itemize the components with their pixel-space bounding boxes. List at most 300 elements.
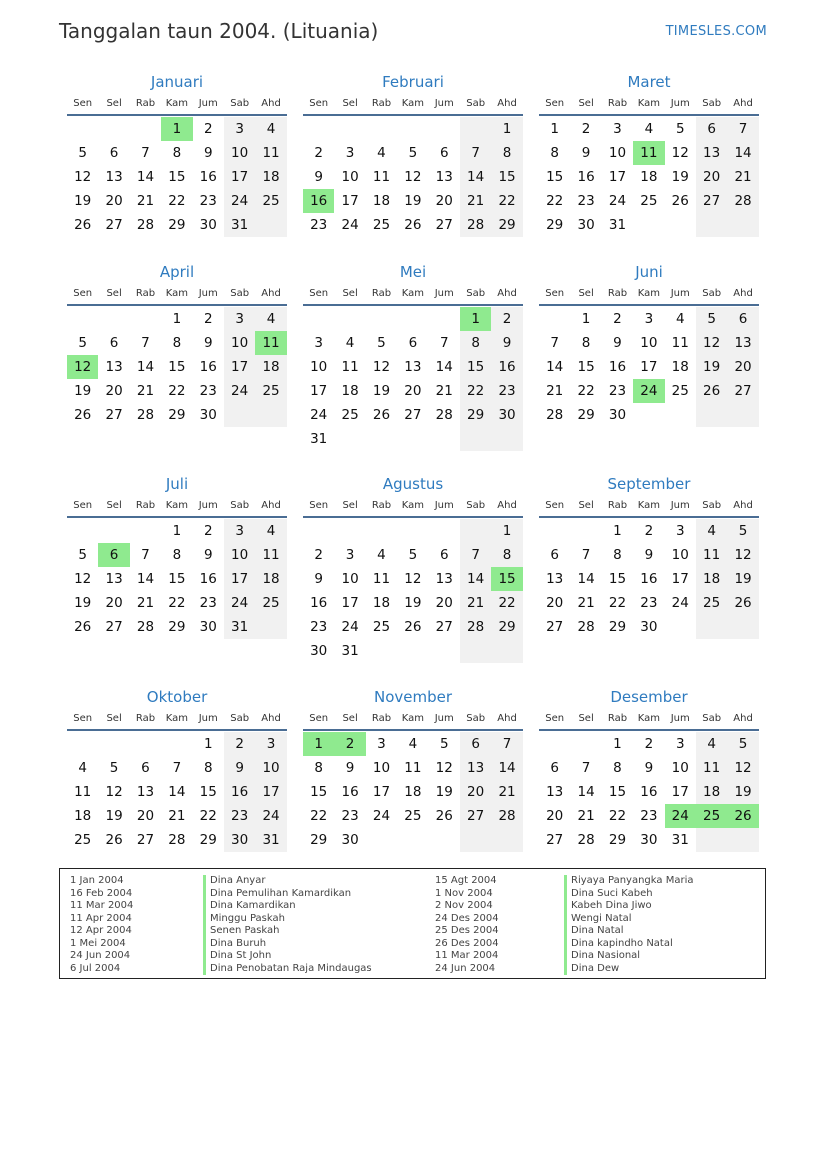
day-cell[interactable]: 11	[671, 335, 689, 351]
day-cell[interactable]: 6	[408, 335, 418, 351]
holiday-day-cell[interactable]: 1	[460, 307, 491, 331]
day-cell[interactable]: 31	[255, 828, 286, 852]
day-cell[interactable]: 6	[727, 307, 758, 331]
day-cell[interactable]: 17	[310, 383, 328, 399]
day-cell[interactable]: 31	[224, 615, 255, 639]
day-cell[interactable]: 10	[224, 331, 255, 355]
day-cell[interactable]: 12	[435, 760, 453, 776]
day-cell[interactable]: 27	[404, 407, 422, 423]
day-cell[interactable]: 24	[608, 193, 627, 209]
day-cell[interactable]: 20	[727, 355, 758, 379]
day-cell[interactable]: 8	[314, 760, 323, 776]
day-cell[interactable]: 18	[74, 808, 92, 824]
day-cell[interactable]: 23	[310, 619, 328, 635]
day-cell[interactable]: 8	[172, 335, 182, 351]
day-cell[interactable]: 22	[491, 189, 522, 213]
day-cell[interactable]: 14	[136, 169, 155, 185]
day-cell[interactable]: 25	[404, 808, 422, 824]
day-cell[interactable]: 11	[255, 543, 286, 567]
day-cell[interactable]: 2	[203, 523, 213, 539]
day-cell[interactable]: 22	[168, 595, 186, 611]
day-cell[interactable]: 31	[608, 217, 627, 233]
day-cell[interactable]: 28	[136, 217, 155, 233]
day-cell[interactable]: 18	[404, 784, 422, 800]
day-cell[interactable]: 26	[105, 832, 123, 848]
holiday-day-cell[interactable]: 12	[67, 355, 98, 379]
day-cell[interactable]: 6	[109, 335, 119, 351]
day-cell[interactable]: 20	[105, 595, 123, 611]
day-cell[interactable]: 16	[341, 784, 359, 800]
day-cell[interactable]: 22	[168, 383, 186, 399]
holiday-day-cell[interactable]: 6	[98, 543, 129, 567]
day-cell[interactable]: 18	[255, 567, 286, 591]
day-cell[interactable]: 28	[491, 804, 522, 828]
day-cell[interactable]: 19	[671, 169, 689, 185]
day-cell[interactable]: 14	[577, 784, 595, 800]
day-cell[interactable]: 29	[491, 615, 522, 639]
day-cell[interactable]: 8	[460, 331, 491, 355]
holiday-day-cell[interactable]: 24	[665, 804, 696, 828]
day-cell[interactable]: 7	[727, 117, 758, 141]
day-cell[interactable]: 25	[372, 619, 391, 635]
day-cell[interactable]: 13	[105, 571, 123, 587]
day-cell[interactable]: 2	[644, 523, 654, 539]
day-cell[interactable]: 7	[460, 141, 491, 165]
day-cell[interactable]: 11	[255, 141, 286, 165]
brand-link[interactable]: TIMESLES.COM	[665, 24, 767, 39]
day-cell[interactable]: 30	[640, 619, 658, 635]
day-cell[interactable]: 28	[136, 407, 155, 423]
day-cell[interactable]: 16	[224, 780, 255, 804]
day-cell[interactable]: 3	[255, 732, 286, 756]
day-cell[interactable]: 3	[224, 117, 255, 141]
day-cell[interactable]: 6	[696, 117, 727, 141]
day-cell[interactable]: 30	[341, 832, 359, 848]
day-cell[interactable]: 15	[608, 571, 627, 587]
day-cell[interactable]: 8	[550, 145, 559, 161]
day-cell[interactable]: 13	[105, 359, 123, 375]
day-cell[interactable]: 18	[372, 193, 391, 209]
day-cell[interactable]: 19	[696, 355, 727, 379]
day-cell[interactable]: 25	[255, 591, 286, 615]
day-cell[interactable]: 7	[550, 335, 559, 351]
day-cell[interactable]: 3	[345, 145, 355, 161]
day-cell[interactable]: 5	[78, 145, 87, 161]
day-cell[interactable]: 17	[341, 595, 359, 611]
day-cell[interactable]: 20	[105, 193, 123, 209]
day-cell[interactable]: 28	[546, 407, 564, 423]
day-cell[interactable]: 28	[136, 619, 155, 635]
day-cell[interactable]: 15	[168, 571, 186, 587]
day-cell[interactable]: 12	[727, 756, 758, 780]
day-cell[interactable]: 22	[608, 808, 627, 824]
day-cell[interactable]: 23	[310, 217, 328, 233]
day-cell[interactable]: 9	[644, 760, 654, 776]
day-cell[interactable]: 26	[74, 217, 92, 233]
day-cell[interactable]: 17	[224, 567, 255, 591]
day-cell[interactable]: 11	[696, 543, 727, 567]
day-cell[interactable]: 21	[136, 383, 155, 399]
day-cell[interactable]: 30	[608, 407, 627, 423]
day-cell[interactable]: 22	[491, 591, 522, 615]
day-cell[interactable]: 19	[727, 780, 758, 804]
day-cell[interactable]: 9	[203, 145, 213, 161]
day-cell[interactable]: 12	[74, 169, 92, 185]
day-cell[interactable]: 6	[460, 732, 491, 756]
day-cell[interactable]: 13	[546, 571, 564, 587]
day-cell[interactable]: 17	[671, 571, 689, 587]
day-cell[interactable]: 6	[550, 547, 559, 563]
day-cell[interactable]: 7	[581, 760, 591, 776]
day-cell[interactable]: 13	[105, 169, 123, 185]
day-cell[interactable]: 14	[136, 359, 155, 375]
day-cell[interactable]: 16	[608, 359, 627, 375]
day-cell[interactable]: 13	[460, 756, 491, 780]
day-cell[interactable]: 18	[255, 355, 286, 379]
day-cell[interactable]: 6	[439, 547, 449, 563]
day-cell[interactable]: 2	[203, 121, 213, 137]
day-cell[interactable]: 9	[581, 145, 591, 161]
day-cell[interactable]: 15	[168, 169, 186, 185]
day-cell[interactable]: 15	[491, 165, 522, 189]
day-cell[interactable]: 3	[377, 736, 386, 752]
day-cell[interactable]: 24	[224, 189, 255, 213]
day-cell[interactable]: 21	[727, 165, 758, 189]
day-cell[interactable]: 2	[613, 311, 622, 327]
day-cell[interactable]: 14	[460, 567, 491, 591]
day-cell[interactable]: 8	[491, 141, 522, 165]
day-cell[interactable]: 7	[172, 760, 182, 776]
day-cell[interactable]: 20	[546, 595, 564, 611]
day-cell[interactable]: 13	[546, 784, 564, 800]
day-cell[interactable]: 16	[491, 355, 522, 379]
day-cell[interactable]: 17	[341, 193, 359, 209]
day-cell[interactable]: 13	[136, 784, 155, 800]
day-cell[interactable]: 13	[696, 141, 727, 165]
day-cell[interactable]: 29	[168, 407, 186, 423]
day-cell[interactable]: 29	[168, 619, 186, 635]
day-cell[interactable]: 22	[546, 193, 564, 209]
day-cell[interactable]: 19	[74, 595, 92, 611]
day-cell[interactable]: 23	[199, 595, 217, 611]
day-cell[interactable]: 21	[168, 808, 186, 824]
day-cell[interactable]: 27	[546, 832, 564, 848]
day-cell[interactable]: 19	[435, 784, 453, 800]
day-cell[interactable]: 21	[136, 193, 155, 209]
day-cell[interactable]: 18	[640, 169, 658, 185]
holiday-day-cell[interactable]: 24	[633, 379, 664, 403]
day-cell[interactable]: 13	[435, 169, 453, 185]
day-cell[interactable]: 9	[491, 331, 522, 355]
day-cell[interactable]: 18	[671, 359, 689, 375]
day-cell[interactable]: 7	[141, 335, 150, 351]
day-cell[interactable]: 28	[460, 213, 491, 237]
day-cell[interactable]: 10	[671, 760, 689, 776]
day-cell[interactable]: 10	[372, 760, 391, 776]
day-cell[interactable]: 4	[377, 145, 386, 161]
day-cell[interactable]: 21	[435, 383, 453, 399]
day-cell[interactable]: 15	[608, 784, 627, 800]
day-cell[interactable]: 5	[727, 519, 758, 543]
day-cell[interactable]: 27	[696, 189, 727, 213]
day-cell[interactable]: 23	[491, 379, 522, 403]
day-cell[interactable]: 20	[460, 780, 491, 804]
day-cell[interactable]: 11	[404, 760, 422, 776]
day-cell[interactable]: 29	[491, 213, 522, 237]
day-cell[interactable]: 2	[581, 121, 591, 137]
day-cell[interactable]: 1	[581, 311, 591, 327]
day-cell[interactable]: 1	[613, 523, 622, 539]
day-cell[interactable]: 29	[460, 403, 491, 427]
day-cell[interactable]: 19	[404, 193, 422, 209]
day-cell[interactable]: 19	[727, 567, 758, 591]
day-cell[interactable]: 27	[727, 379, 758, 403]
holiday-day-cell[interactable]: 26	[727, 804, 758, 828]
day-cell[interactable]: 21	[136, 595, 155, 611]
day-cell[interactable]: 1	[613, 736, 622, 752]
day-cell[interactable]: 25	[341, 407, 359, 423]
day-cell[interactable]: 10	[671, 547, 689, 563]
day-cell[interactable]: 2	[314, 547, 323, 563]
day-cell[interactable]: 10	[608, 145, 627, 161]
day-cell[interactable]: 20	[105, 383, 123, 399]
day-cell[interactable]: 21	[460, 189, 491, 213]
day-cell[interactable]: 28	[435, 407, 453, 423]
day-cell[interactable]: 31	[224, 213, 255, 237]
day-cell[interactable]: 5	[109, 760, 119, 776]
day-cell[interactable]: 6	[109, 145, 119, 161]
day-cell[interactable]: 22	[577, 383, 595, 399]
day-cell[interactable]: 9	[314, 169, 323, 185]
day-cell[interactable]: 8	[613, 547, 622, 563]
day-cell[interactable]: 26	[372, 407, 391, 423]
day-cell[interactable]: 17	[224, 355, 255, 379]
day-cell[interactable]: 30	[224, 828, 255, 852]
day-cell[interactable]: 26	[727, 591, 758, 615]
day-cell[interactable]: 3	[644, 311, 654, 327]
day-cell[interactable]: 24	[310, 407, 328, 423]
day-cell[interactable]: 10	[341, 169, 359, 185]
day-cell[interactable]: 1	[172, 311, 182, 327]
day-cell[interactable]: 4	[255, 519, 286, 543]
day-cell[interactable]: 1	[172, 523, 182, 539]
day-cell[interactable]: 28	[460, 615, 491, 639]
day-cell[interactable]: 14	[136, 571, 155, 587]
day-cell[interactable]: 5	[377, 335, 386, 351]
day-cell[interactable]: 19	[74, 383, 92, 399]
day-cell[interactable]: 10	[341, 571, 359, 587]
day-cell[interactable]: 3	[675, 736, 685, 752]
day-cell[interactable]: 4	[675, 311, 685, 327]
day-cell[interactable]: 25	[255, 189, 286, 213]
day-cell[interactable]: 27	[105, 619, 123, 635]
holiday-day-cell[interactable]: 1	[303, 732, 334, 756]
day-cell[interactable]: 13	[404, 359, 422, 375]
day-cell[interactable]: 21	[491, 780, 522, 804]
day-cell[interactable]: 15	[577, 359, 595, 375]
day-cell[interactable]: 14	[168, 784, 186, 800]
day-cell[interactable]: 12	[372, 359, 391, 375]
day-cell[interactable]: 9	[203, 335, 213, 351]
day-cell[interactable]: 25	[640, 193, 658, 209]
day-cell[interactable]: 28	[168, 832, 186, 848]
day-cell[interactable]: 9	[314, 571, 323, 587]
day-cell[interactable]: 24	[224, 591, 255, 615]
day-cell[interactable]: 4	[408, 736, 418, 752]
day-cell[interactable]: 3	[345, 547, 355, 563]
day-cell[interactable]: 7	[141, 145, 150, 161]
day-cell[interactable]: 14	[435, 359, 453, 375]
day-cell[interactable]: 12	[404, 571, 422, 587]
holiday-day-cell[interactable]: 15	[491, 567, 522, 591]
day-cell[interactable]: 9	[345, 760, 355, 776]
day-cell[interactable]: 1	[550, 121, 559, 137]
day-cell[interactable]: 21	[460, 591, 491, 615]
day-cell[interactable]: 23	[577, 193, 595, 209]
day-cell[interactable]: 12	[74, 571, 92, 587]
day-cell[interactable]: 4	[78, 760, 87, 776]
day-cell[interactable]: 12	[696, 331, 727, 355]
day-cell[interactable]: 11	[74, 784, 92, 800]
day-cell[interactable]: 9	[224, 756, 255, 780]
day-cell[interactable]: 21	[577, 595, 595, 611]
day-cell[interactable]: 13	[727, 331, 758, 355]
day-cell[interactable]: 15	[546, 169, 564, 185]
day-cell[interactable]: 25	[255, 379, 286, 403]
day-cell[interactable]: 17	[372, 784, 391, 800]
day-cell[interactable]: 4	[377, 547, 386, 563]
day-cell[interactable]: 4	[345, 335, 355, 351]
day-cell[interactable]: 10	[255, 756, 286, 780]
day-cell[interactable]: 26	[74, 407, 92, 423]
day-cell[interactable]: 23	[640, 808, 658, 824]
day-cell[interactable]: 22	[608, 595, 627, 611]
day-cell[interactable]: 23	[608, 383, 627, 399]
day-cell[interactable]: 18	[255, 165, 286, 189]
day-cell[interactable]: 27	[435, 619, 453, 635]
day-cell[interactable]: 3	[675, 523, 685, 539]
day-cell[interactable]: 31	[341, 643, 359, 659]
day-cell[interactable]: 12	[105, 784, 123, 800]
day-cell[interactable]: 25	[74, 832, 92, 848]
day-cell[interactable]: 17	[640, 359, 658, 375]
day-cell[interactable]: 2	[203, 311, 213, 327]
day-cell[interactable]: 19	[105, 808, 123, 824]
day-cell[interactable]: 5	[439, 736, 449, 752]
day-cell[interactable]: 3	[613, 121, 622, 137]
day-cell[interactable]: 10	[224, 141, 255, 165]
day-cell[interactable]: 8	[613, 760, 622, 776]
day-cell[interactable]: 27	[105, 217, 123, 233]
day-cell[interactable]: 27	[105, 407, 123, 423]
day-cell[interactable]: 6	[141, 760, 150, 776]
day-cell[interactable]: 2	[224, 732, 255, 756]
day-cell[interactable]: 10	[224, 543, 255, 567]
day-cell[interactable]: 12	[404, 169, 422, 185]
day-cell[interactable]: 14	[577, 571, 595, 587]
day-cell[interactable]: 1	[491, 117, 522, 141]
day-cell[interactable]: 22	[199, 808, 217, 824]
day-cell[interactable]: 28	[727, 189, 758, 213]
day-cell[interactable]: 24	[341, 619, 359, 635]
day-cell[interactable]: 7	[460, 543, 491, 567]
day-cell[interactable]: 14	[546, 359, 564, 375]
day-cell[interactable]: 10	[310, 359, 328, 375]
day-cell[interactable]: 9	[613, 335, 622, 351]
holiday-day-cell[interactable]: 25	[696, 804, 727, 828]
day-cell[interactable]: 4	[644, 121, 654, 137]
day-cell[interactable]: 18	[696, 567, 727, 591]
holiday-day-cell[interactable]: 16	[303, 189, 334, 213]
day-cell[interactable]: 30	[199, 217, 217, 233]
day-cell[interactable]: 3	[224, 307, 255, 331]
day-cell[interactable]: 28	[577, 832, 595, 848]
day-cell[interactable]: 20	[696, 165, 727, 189]
day-cell[interactable]: 13	[435, 571, 453, 587]
day-cell[interactable]: 5	[78, 547, 87, 563]
day-cell[interactable]: 5	[408, 145, 418, 161]
day-cell[interactable]: 2	[491, 307, 522, 331]
holiday-day-cell[interactable]: 11	[255, 331, 286, 355]
day-cell[interactable]: 23	[199, 193, 217, 209]
day-cell[interactable]: 12	[671, 145, 689, 161]
day-cell[interactable]: 23	[224, 804, 255, 828]
day-cell[interactable]: 5	[78, 335, 87, 351]
day-cell[interactable]: 1	[491, 519, 522, 543]
day-cell[interactable]: 26	[404, 619, 422, 635]
day-cell[interactable]: 4	[696, 732, 727, 756]
day-cell[interactable]: 24	[341, 217, 359, 233]
day-cell[interactable]: 19	[74, 193, 92, 209]
day-cell[interactable]: 24	[224, 379, 255, 403]
day-cell[interactable]: 7	[491, 732, 522, 756]
day-cell[interactable]: 16	[199, 169, 217, 185]
day-cell[interactable]: 19	[404, 595, 422, 611]
day-cell[interactable]: 8	[203, 760, 213, 776]
day-cell[interactable]: 4	[255, 117, 286, 141]
day-cell[interactable]: 30	[640, 832, 658, 848]
day-cell[interactable]: 12	[727, 543, 758, 567]
day-cell[interactable]: 31	[671, 832, 689, 848]
day-cell[interactable]: 21	[577, 808, 595, 824]
day-cell[interactable]: 6	[439, 145, 449, 161]
day-cell[interactable]: 29	[577, 407, 595, 423]
day-cell[interactable]: 11	[372, 571, 391, 587]
day-cell[interactable]: 16	[199, 571, 217, 587]
day-cell[interactable]: 18	[696, 780, 727, 804]
day-cell[interactable]: 24	[255, 804, 286, 828]
day-cell[interactable]: 27	[460, 804, 491, 828]
day-cell[interactable]: 16	[640, 571, 658, 587]
day-cell[interactable]: 24	[372, 808, 391, 824]
day-cell[interactable]: 8	[172, 145, 182, 161]
day-cell[interactable]: 29	[608, 619, 627, 635]
day-cell[interactable]: 18	[341, 383, 359, 399]
day-cell[interactable]: 23	[640, 595, 658, 611]
day-cell[interactable]: 16	[640, 784, 658, 800]
day-cell[interactable]: 23	[199, 383, 217, 399]
day-cell[interactable]: 14	[491, 756, 522, 780]
day-cell[interactable]: 3	[224, 519, 255, 543]
day-cell[interactable]: 22	[460, 379, 491, 403]
day-cell[interactable]: 5	[727, 732, 758, 756]
day-cell[interactable]: 7	[581, 547, 591, 563]
holiday-day-cell[interactable]: 2	[334, 732, 365, 756]
day-cell[interactable]: 14	[727, 141, 758, 165]
day-cell[interactable]: 26	[74, 619, 92, 635]
day-cell[interactable]: 21	[546, 383, 564, 399]
day-cell[interactable]: 7	[439, 335, 449, 351]
